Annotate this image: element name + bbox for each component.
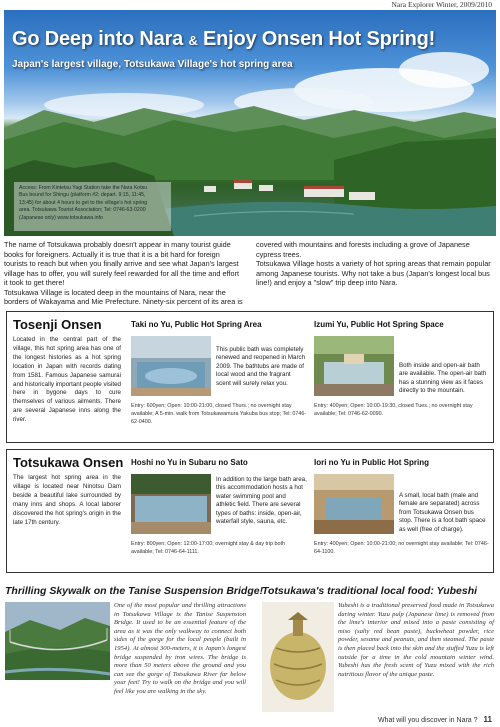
bath-photo [131, 336, 211, 396]
bridge-photo [5, 602, 110, 680]
page-title: Go Deep into Nara & Enjoy Onsen Hot Spring! [12, 28, 436, 50]
yubeshi-text: Yubeshi is a traditional preserved food made in Totsukawa during winter. Yuzu pulp (Japanese lime) is removed from the lime's interior and mixed into a paste consisting of miso (salty red bean paste), buckwheat powder, rice powder, sesame and peanuts, and then steamed. The paste is then placed back into the skin and the stuffed Yuzu is left outside for a time in the cold mountain winter wind. Yubeshi has the fresh scent of Yuzu mixed with the rich nutritious flavor of the unique paste. [338, 602, 494, 678]
spot-details: Entry: 400yen; Open: 10:00-19:30, closed Tues.; no overnight stay available; Tel: 0746-62-0090. [314, 403, 473, 418]
tosenji-onsen-box [6, 311, 494, 443]
spot-description: In addition to the large bath area, this accommodation hosts a hot water swimming pool and athletic field. There are several types of baths: inside, open-air, waterfall style, sauna, etc. [216, 476, 307, 526]
yubeshi-heading: Totsukawa's traditional local food: Yubeshi [262, 585, 478, 597]
spot-iori-no-yu [314, 458, 490, 556]
footer-tagline: What will you discover in Nara ? [377, 717, 478, 724]
spot-taki-no-yu [131, 320, 307, 426]
section-description: The largest hot spring area in the village is located near Ninotsu Dam beside a beautiful lake surrounded by many inns and shops. A local laborer discovered the hot spring's origin in the late 17th century. [13, 474, 121, 526]
spot-details: Entry: 400yen; Open: 10:00-21:00; no overnight stay available; Tel: 0746-64-1100. [314, 541, 489, 556]
bath-photo [314, 336, 394, 396]
section-heading: Totsukawa Onsen [13, 455, 124, 470]
access-info: Access: From Kintetsu Yagi Station take the Nara Kotsu Bus bound for Shingu (platform #2; depart. 9:15, 11:45, 13:45) for about 4 hours to get to the village's hot spring area. Totsukawa Tourist Association; Tel: 0746-63-0200 (Japanese only) www.totsukawa.info [14, 182, 171, 231]
skywalk-heading: Thrilling Skywalk on the Tanise Suspension Bridge! [5, 585, 264, 597]
yubeshi-photo [262, 602, 334, 712]
bath-photo [314, 474, 394, 534]
page-footer [378, 715, 492, 724]
page-number: 11 [483, 715, 492, 724]
spot-hoshi-no-yu [131, 458, 307, 556]
spot-description: Both inside and open-air bath are available. The open-air bath has a stunning view as it faces directly to the mountain. [399, 362, 487, 395]
page-subtitle: Japan's largest village, Totsukawa Village's hot spring area [12, 59, 293, 70]
intro-text: The name of Totsukawa probably doesn't appear in many tourist guide books for foreigners. Actually it is true that it is a bit hard for foreign tourists to reach but when you finally arrive and see what Japan's largest village has to offer, you will surely feel rewarded for all the time and effort it took to get there! Totsukawa Village is located deep in the mountains of Nara, near the borders of Wakayama and Mie Prefecture. Ninety-six percent of its area is covered with mountains and forests including a grove of Japanese cypress trees. Totsukawa Village hosts a variety of hot spring areas that remain popular among Japanese tourists. Why not take a bus (Japan's longest local bus line!) and enjoy a "slow" trip deep into Nara. [4, 240, 491, 306]
totsukawa-onsen-box [6, 449, 494, 573]
spot-title: Taki no Yu, Public Hot Spring Area [131, 320, 262, 329]
running-head: Nara Explorer Winter, 2009/2010 [391, 0, 492, 9]
bath-photo [131, 474, 211, 534]
section-heading: Tosenji Onsen [13, 317, 102, 332]
spot-description: A small, local bath (male and female are separated) across from Totsukawa Onsen bus stop. There is a foot bath space as well (free of charge). [399, 492, 486, 533]
hero-photo [4, 10, 496, 236]
spot-title: Izumi Yu, Public Hot Spring Space [314, 320, 444, 329]
spot-details: Entry: 600yen; Open: 10:00-21:00, closed Thurs.; no overnight stay available; A 5-min. walk from Totsukawamura Yakuba bus stop; Tel: 0746-62-0400. [131, 403, 307, 426]
spot-izumi-yu [314, 320, 490, 418]
spot-title: Hoshi no Yu in Subaru no Sato [131, 458, 248, 467]
ampersand: & [188, 33, 198, 48]
section-description: Located in the central part of the village, this hot spring area has one of the longest histories as a hot spring location in Japan with records dating from 1581. Famous Japanese samurai and historically important people visited here in bygone days to cure themselves of various ailments. There are several Japanese inns along the river. [13, 336, 121, 424]
spot-description: This public bath was completely renewed and reopened in March 2009. The bathtubs are made of local wood and the fragrant scent will surely relax you. [216, 346, 306, 387]
spot-title: Iori no Yu in Public Hot Spring [314, 458, 429, 467]
skywalk-text: One of the most popular and thrilling attractions in Totsukawa Village is the Tanise Suspension Bridge. It used to be an essential feature of the area as it was the only walkway to connect both sides of the gorge for the local people (built in 1954). At almost 300-meters, it is Japan's longest bridge suspended by iron wires. The bridge is more than 50 meters above the ground and you can see the gorge of Totsukawa River far below your feet! Try to walk on the bridge and you will feel like you are walking in the sky. [114, 602, 246, 695]
spot-details: Entry: 800yen; Open: 12:00-17:00; overnight stay & day trip both available; Tel: 0746-64-1111. [131, 541, 286, 556]
